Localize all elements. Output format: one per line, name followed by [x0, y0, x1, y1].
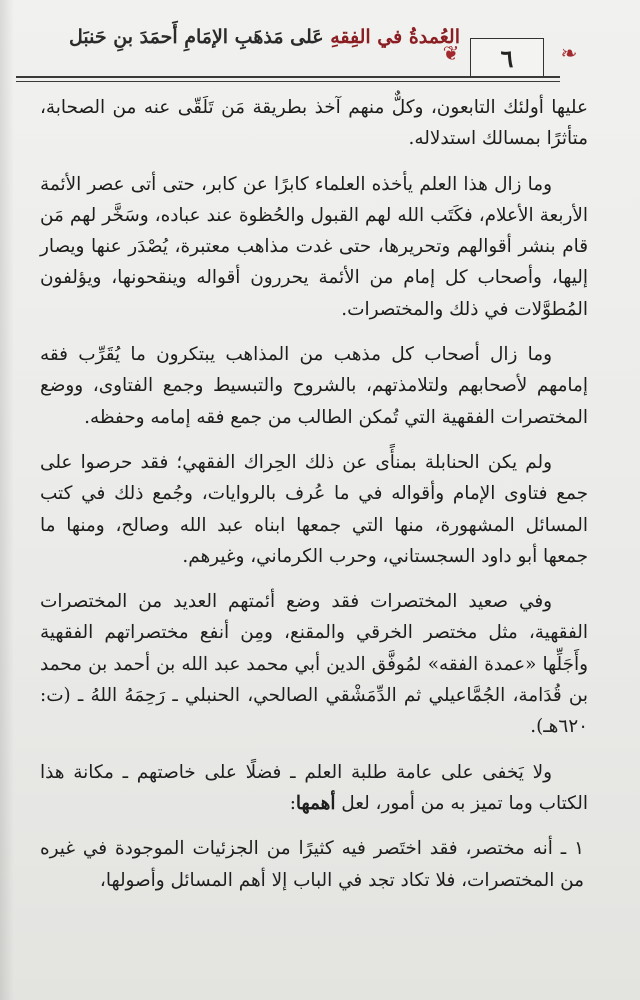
numbered-paragraph: ١ ـ أنه مختصر، فقد اختَصر فيه كثيرًا من الجزئيات الموجودة في غيره من المختصرات، فلا تكاد تجد في الباب إلا أهم المسائل وأصولها،	[40, 838, 584, 891]
paragraph	[40, 757, 588, 820]
ornament-right-icon: ❧	[560, 41, 578, 65]
paragraph-text: ولا يَخفى على عامة طلبة العلم ـ فضلًا على خاصتهم ـ مكانة هذا الكتاب وما تميز به من أمور، لعل	[40, 761, 588, 814]
ornament-left-icon: ❦	[442, 41, 460, 65]
paragraph-bold-word: أهمها	[295, 792, 336, 814]
paragraph: وفي صعيد المختصرات فقد وضع أئمتهم العديد من المختصرات الفقهية، مثل مختصر الخرقي والمقنع، ومِن أنفع مختصراتهم الفقهية وأَجَلِّها «عمدة الفقه» لمُوفَّق الدين أبي محمد عبد الله بن أحمد بن محمد بن قُدَامة، الجُمَّاعيلي ثم الدِّمَشْقي الصالحي، الحنبلي ـ رَحِمَهُ اللهُ ـ (ت: ٦٢٠هـ).	[40, 591, 588, 738]
paragraph-tail: :	[289, 792, 296, 814]
running-title	[69, 26, 460, 48]
body-text	[40, 92, 588, 910]
running-title-part1: العُمدةُ في الفِقهِ	[330, 26, 460, 48]
paragraph: عليها أولئك التابعون، وكلٌّ منهم آخذ بطريقة مَن تَلَقّى عنه من الصحابة، متأثرًا بمسالك استدلاله.	[40, 97, 588, 150]
running-title-part2: عَلى مَذهَبِ الإمَامِ أَحمَدَ بنِ حَنبَل	[69, 26, 324, 48]
paragraph: ولم يكن الحنابلة بمنأًى عن ذلك الحِراك الفقهي؛ فقد حرصوا على جمع فتاوى الإمام وأقواله في ما عُرف بالروايات، وجُمع ذلك في كتب المسائل المشهورة، منها التي جمعها ابناه عبد الله وصالح، ومنها ما جمعها أبو داود السجستاني، وحرب الكرماني، وغيرهم.	[40, 451, 588, 567]
header-rule-thick	[16, 76, 560, 78]
header-rule-thin	[16, 81, 560, 82]
gutter-shadow	[0, 0, 14, 1000]
page-number: ٦	[470, 38, 544, 78]
paragraph: وما زال أصحاب كل مذهب من المذاهب يبتكرون ما يُقَرِّب فقه إمامهم لأصحابهم ولتلامذتهم، بالشروح والتبسيط وجمع الفتاوى، ووضع المختصرات الفقهية التي تُمكن الطالب من جمع فقه إمامه وحفظه.	[40, 344, 588, 428]
paragraph: وما زال هذا العلم يأخذه العلماء كابرًا عن كابر، حتى أتى عصر الأئمة الأربعة الأعلام، فكَتَب الله لهم القبول والحُظوة عند عباده، وسَخَّر لهم مَن قام بنشر أقوالهم وتحريرها، حتى غدت مذاهب معتبرة، يُصْدَر عنها ويصار إليها، وأصحاب كل إمام من الأئمة يحررون أقواله وينقحونها، ويؤلفون المُطوَّلات في ذلك والمختصرات.	[40, 173, 588, 320]
page-header	[0, 18, 640, 78]
